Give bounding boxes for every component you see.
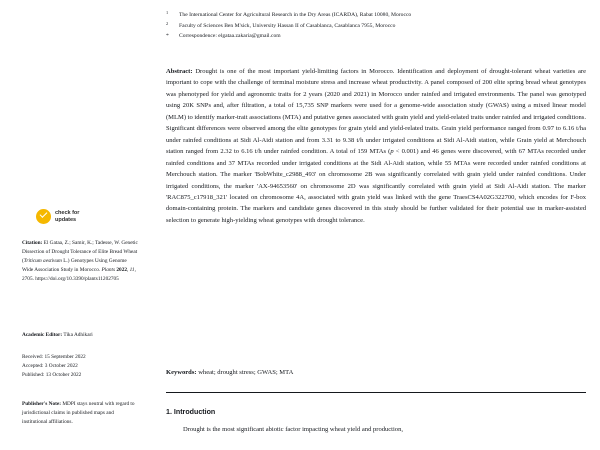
abstract-paragraph (166, 66, 586, 226)
academic-editor-block (22, 331, 138, 340)
check-for-updates-label (55, 210, 79, 224)
affiliations-list (166, 10, 586, 42)
keywords-label: Keywords: (166, 369, 197, 376)
date-published-label: Published: (22, 372, 45, 379)
article-main-column (166, 0, 586, 450)
check-updates-line1: check for (55, 209, 80, 216)
keywords-value: wheat; drought stress; GWAS; MTA (196, 369, 294, 376)
publication-dates-block (22, 353, 138, 380)
date-accepted-label: Accepted: (22, 363, 44, 370)
academic-editor-label: Academic Editor: (22, 332, 63, 338)
date-published-value: 13 October 2022 (44, 372, 82, 379)
date-accepted (22, 362, 138, 371)
affiliation-marker-1: 1 (166, 10, 169, 15)
publishers-note-block (22, 400, 138, 427)
citation-text-1: El Gataa, Z.; Samir, K.; Tadesse, W. Genetic Dissection of Drought Tolerance of Elite Bread Wheat ( (22, 240, 138, 265)
citation-text-4: , (127, 267, 130, 274)
citation-species: Triticum aestivum (23, 258, 62, 265)
abstract-label: Abstract: (166, 68, 193, 75)
citation-journal: Plants (101, 267, 116, 274)
citation-block (22, 239, 138, 285)
affiliation-item (166, 21, 586, 32)
correspondence-marker: * (166, 33, 169, 40)
introduction-paragraph: Drought is the most significant abiotic factor impacting wheat yield and production, (183, 426, 403, 433)
date-accepted-value: 3 October 2022 (43, 363, 78, 370)
date-received-label: Received: (22, 354, 44, 360)
citation-doi[interactable]: , 2705. https://doi.org/10.3390/plants11202705 (22, 267, 136, 283)
date-received (22, 353, 138, 362)
affiliation-item (166, 31, 586, 42)
citation-text-2: L.) Genotypes Using Genome Wide Association Study in Morocco. (22, 258, 127, 274)
academic-editor-name: Tika Adhikari (62, 332, 93, 338)
article-sidebar (0, 0, 152, 450)
date-published (22, 371, 138, 380)
date-received-value: 15 September 2022 (43, 354, 86, 360)
check-updates-line2: updates (55, 216, 77, 223)
citation-year: 2022 (116, 267, 127, 274)
abstract-p-value-symbol: p (390, 148, 394, 156)
check-circle-icon (36, 209, 51, 224)
publishers-note-text: MDPI stays neutral with regard to jurisdictional claims in published maps and institutional affiliations. (22, 401, 135, 426)
correspondence-email[interactable]: Correspondence: elgataa.zakaria@gmail.com (179, 33, 281, 40)
affiliation-item (166, 10, 586, 21)
section-divider (166, 392, 586, 393)
affiliation-marker-2: 2 (166, 20, 169, 26)
affiliation-text-1: The International Center for Agricultural Research in the Dry Areas (ICARDA), Rabat 10080, Morocco (179, 12, 412, 18)
introduction-heading: 1. Introduction (166, 408, 216, 416)
check-for-updates-badge[interactable] (36, 209, 79, 224)
abstract-body-part-2: < 0.001) and 46 genes were discovered, with 67 MTAs recorded under rainfed conditions and 37 MTAs recorded under irrigated conditions at the Sidi Al-Aidi station, while 55 MTAs were recorded under rainfed conditions at Merchouch station. The marker 'BobWhite_c2988_493' on chromosome 2B was significantly correlated with grain yield under rainfed conditions. Under irrigated conditions, the marker 'AX-94653560' on chromosome 2D was significantly correlated with grain yield at Sidi Al-Aidi station. The marker 'RAC875_c17918_321' located on chromosome 4A, associated with grain yield was linked with the gene TraesCS4A02G322700, which encodes for F-box domain-containing protein. The markers and candidate genes discovered in this study should be further validated for their potential use in marker-assisted selection to generate high-yielding wheat genotypes with drought tolerance. (166, 148, 586, 224)
citation-label: Citation: (22, 240, 43, 246)
publishers-note-label: Publisher's Note: (22, 401, 61, 407)
affiliation-text-2: Faculty of Sciences Ben M'sick, University Hassan II of Casablanca, Casablanca 7955, Morocco (179, 22, 396, 29)
keywords-line (166, 368, 586, 378)
citation-volume: 11 (129, 267, 135, 274)
abstract-body-part-1: Drought is one of the most important yield-limiting factors in Morocco. Identification and deployment of drought-tolerant wheat varieties are important to cope with the challenge of terminal moisture stress and increase wheat productivity. A panel composed of 200 elite spring bread wheat genotypes was phenotyped for yield and agronomic traits for 2 years (2020 and 2021) in Morocco under rainfed and irrigated environments. The panel was genotyped using 20K SNPs and, after filtration, a total of 15,735 SNP markers were used for a genome-wide association study (GWAS) using a mixed linear model (MLM) to identify marker-trait associations (MTA) and putative genes associated with grain yield and yield-related traits under rainfed and irrigated conditions. Significant differences were observed among the elite genotypes for grain yield and yield-related traits. Grain yield performance ranged from 0.97 to 6.16 t/ha under rainfed conditions at Sidi Al-Aidi station and from 3.31 to 9.38 t/h under irrigated conditions at Sidi Al-Aidi station, while Grain yield at Merchouch station ranged from 2.32 to 6.16 t/h under rainfed condition. A total of 159 MTAs ( (166, 68, 586, 156)
